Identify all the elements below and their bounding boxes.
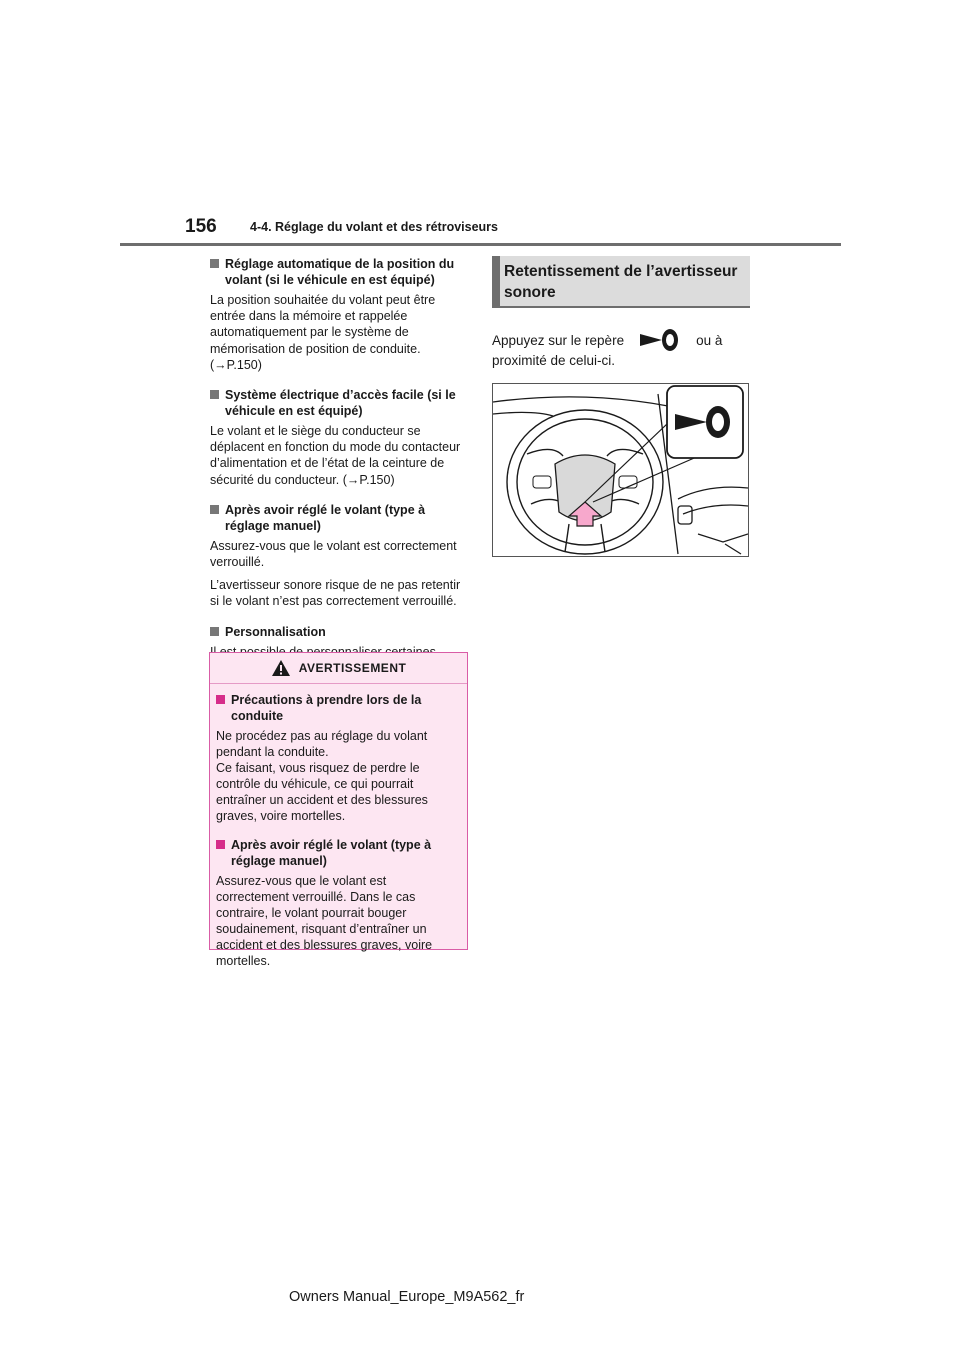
warning-heading: Après avoir réglé le volant (type à réglage manuel)	[231, 838, 432, 868]
warning-body	[210, 684, 467, 969]
paragraph: Assurez-vous que le volant est correctement verrouillé.	[210, 538, 457, 570]
horn-instruction-line	[492, 327, 722, 353]
square-bullet-icon	[210, 390, 219, 399]
section-heading: Après avoir réglé le volant (type à réglage manuel)	[225, 502, 426, 533]
footer-text: Owners Manual_Europe_M9A562_fr	[289, 1289, 525, 1305]
paragraph: Ce faisant, vous risquez de perdre le contrôle du véhicule, ce qui pourrait entraîner un accident et des blessures graves, voire mortelles.	[216, 761, 428, 823]
horn-section-heading: Retentissement de l’avertisseur sonore	[504, 263, 738, 301]
section-after-adjust	[210, 502, 472, 610]
section-easy-access	[210, 387, 472, 488]
header-rule	[120, 243, 841, 246]
section-heading: Personnalisation	[225, 624, 326, 639]
warning-box	[209, 652, 468, 968]
horn-instruction-text: ou à	[696, 332, 723, 348]
square-bullet-icon	[210, 505, 219, 514]
section-title: 4-4. Réglage du volant et des rétroviseurs	[250, 220, 498, 234]
square-bullet-icon	[210, 627, 219, 636]
section-heading: Système électrique d’accès facile (si le véhicule en est équipé)	[225, 388, 456, 419]
square-bullet-icon	[216, 840, 225, 849]
horn-callout	[667, 386, 743, 458]
warning-title: AVERTISSEMENT	[298, 661, 407, 675]
section-heading: Réglage automatique de la position du volant (si le véhicule en est équipé)	[225, 257, 455, 287]
square-bullet-icon	[216, 695, 225, 704]
steering-wheel-illustration	[492, 383, 749, 557]
left-column	[210, 256, 472, 690]
paragraph: Assurez-vous que le volant est correctement verrouillé. Dans le cas contraire, le volant pourrait bouger soudainement, risquant d’entraîner un accident et des blessures graves, voire mortelles.	[216, 874, 433, 968]
horn-section-heading-box	[492, 256, 750, 308]
page-number: 156	[185, 216, 217, 237]
steering-wheel-drawing	[493, 384, 748, 556]
section-auto-position	[210, 256, 472, 373]
warning-heading: Précautions à prendre lors de la conduite	[231, 693, 422, 723]
paragraph: La position souhaitée du volant peut être entrée dans la mémoire et rappelée automatiquement par le système de mémorisation de position de conduite. (→P.150)	[210, 293, 436, 372]
paragraph: Le volant et le siège du conducteur se déplacent en fonction du mode du contacteur d’alimentation et de l’état de la ceinture de sécurité du conducteur. (→P.150)	[210, 424, 461, 487]
horn-instruction-text: Appuyez sur le repère	[492, 332, 625, 348]
paragraph: Ne procédez pas au réglage du volant pendant la conduite.	[216, 729, 428, 759]
paragraph: L’avertisseur sonore risque de ne pas retentir si le volant n’est pas correctement verrouillé.	[210, 578, 461, 609]
warning-triangle-icon	[271, 659, 291, 677]
horn-icon	[638, 328, 682, 352]
warning-header	[210, 653, 467, 684]
warning-section	[216, 837, 461, 969]
square-bullet-icon	[210, 259, 219, 268]
horn-instruction-text: proximité de celui-ci.	[492, 353, 616, 368]
warning-section	[216, 692, 461, 824]
